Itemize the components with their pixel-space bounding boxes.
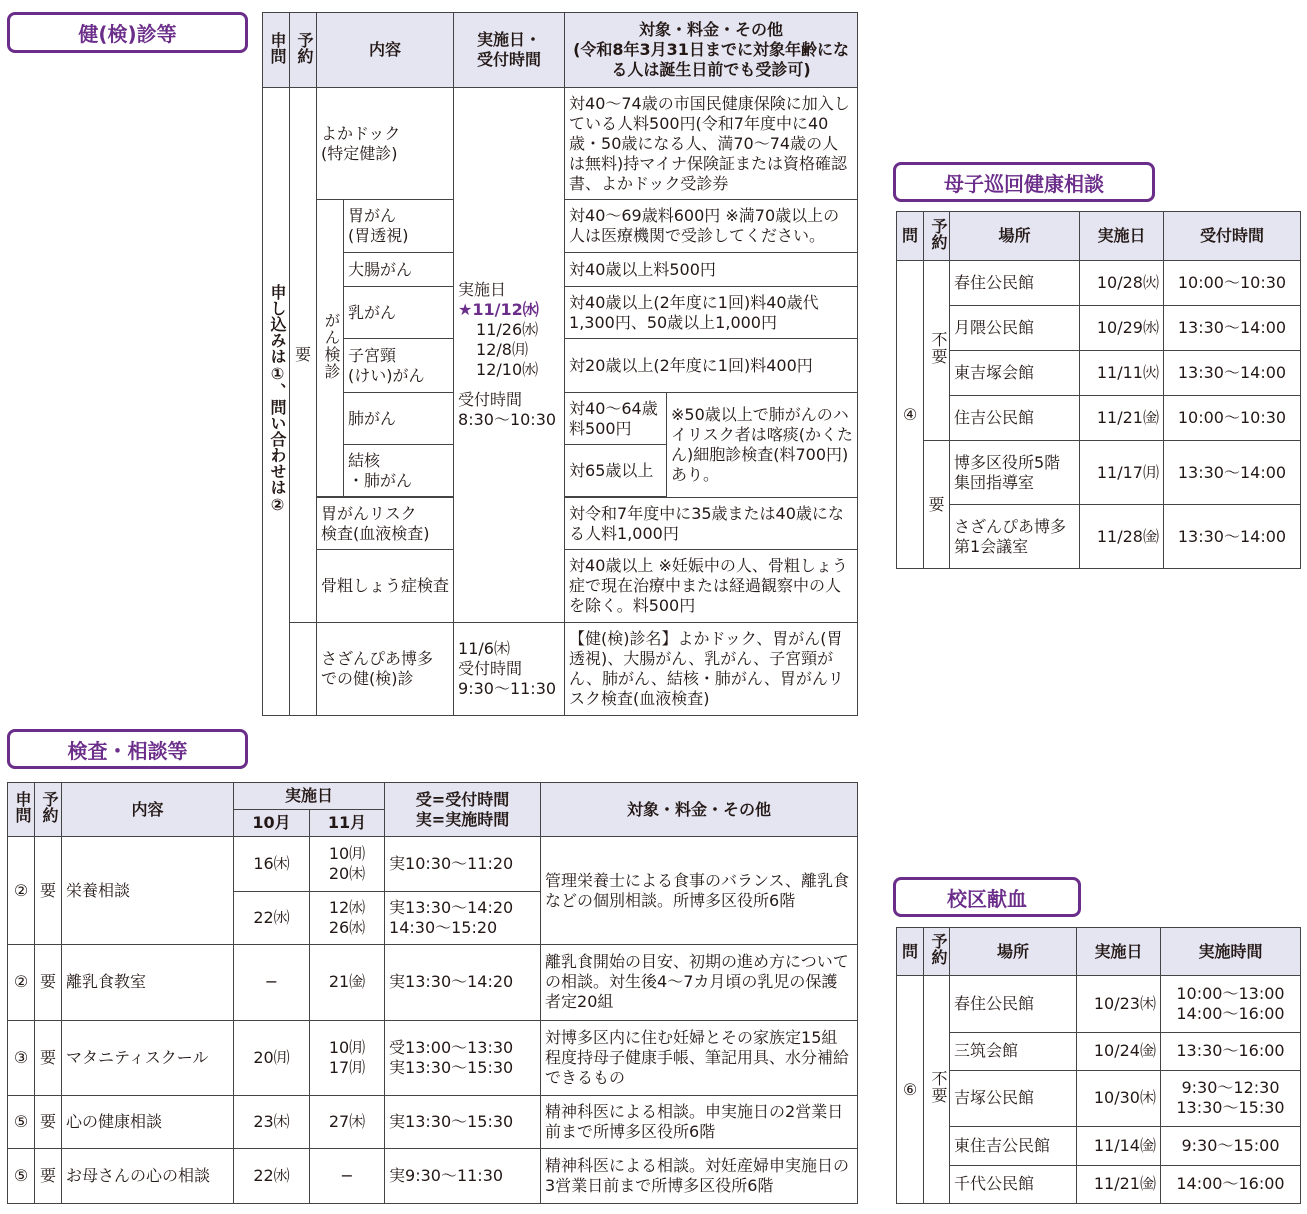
apply-note: 申し込みは①、問い合わせは② [263,88,290,716]
list-item-time: 9:30〜12:30 13:30〜15:30 [1161,1070,1301,1126]
list-item-date: 11/28㈮ [1080,505,1164,569]
cancer-group-label: がん検診 [317,200,344,497]
c-header-reserve: 予約 [35,783,62,837]
tb-target: 対65歳以上 [565,445,667,497]
table-row-res: 要 [35,1148,62,1203]
c-header-oct: 10月 [234,810,310,837]
b-header-place: 場所 [950,928,1077,976]
b-header-reserve: 予約 [924,928,950,976]
table-row-res: 要 [35,1020,62,1095]
c-header-target: 対象・料金・その他 [541,783,858,837]
table-row-target: 離乳食開始の目安、初期の進め方についての相談。対生後4〜7カ月頃の乳児の保護者定20組 [541,945,858,1020]
table-row-no: ⑤ [8,1148,35,1203]
table-row-time: 実13:30〜14:20 [385,945,541,1020]
list-item-date: 10/28㈫ [1080,261,1164,306]
table-row-nov: − [310,1148,385,1203]
table-row-no: ② [8,945,35,1020]
mother-table [896,211,1301,569]
table-row-name: マタニティスクール [62,1020,234,1095]
risk-target: 対令和7年度中に35歳または40歳になる人料1,000円 [565,498,858,550]
date-label: 実施日 [458,280,507,299]
table-row-nov: 10㈪ 20㈭ [310,837,385,892]
table-row-oct: 16㈭ [234,837,310,892]
c-header-apply: 申問 [8,783,35,837]
blood-table [896,927,1301,1204]
list-item-date: 11/17㈪ [1080,441,1164,505]
list-item-time: 10:00〜10:30 [1164,261,1301,306]
yoka-name: よかドック (特定健診) [317,88,454,200]
table-row-nov: 21㈮ [310,945,385,1020]
m-res-group2: 要 [924,441,950,569]
star-date: ★11/12㈬ [458,300,539,319]
table-row-oct: − [234,945,310,1020]
table-row-time: 実13:30〜14:20 14:30〜15:20 [385,892,541,945]
list-item-place: 吉塚公民館 [950,1070,1077,1126]
m-header-ask: 問 [897,212,924,261]
sazan-name: さざんぴあ博多 での健(検)診 [317,623,454,716]
sazan-date: 11/6㈭ 受付時間 9:30〜11:30 [454,623,565,716]
colon-name: 大腸がん [344,253,454,287]
m-ask-value: ④ [897,261,924,569]
table-row-target: 対博多区内に住む妊婦とその家族定15組程度持母子健康手帳、筆記用具、水分補給できるもの [541,1020,858,1095]
risk-name: 胃がんリスク 検査(血液検査) [317,498,454,550]
list-item-date: 10/23㈭ [1077,976,1161,1033]
blood-section-title: 校区献血 [893,877,1081,917]
list-item-date: 10/24㈮ [1077,1033,1161,1070]
other-dates: 11/26㈬ 12/8㈪ 12/10㈬ [476,320,539,379]
table-row-target: 管理栄養士による食事のバランス、離乳食などの個別相談。所博多区役所6階 [541,837,858,945]
table-row-oct: 23㈭ [234,1095,310,1148]
list-item-time: 13:30〜14:00 [1164,441,1301,505]
header-content: 内容 [317,13,454,88]
list-item-date: 11/21㈮ [1077,1165,1161,1203]
c-header-date: 実施日 [234,783,385,810]
m-header-date: 実施日 [1080,212,1164,261]
table-row-no: ② [8,837,35,945]
list-item-place: 千代公民館 [950,1165,1077,1203]
list-item-place: 博多区役所5階 集団指導室 [950,441,1080,505]
b-header-time: 実施時間 [1161,928,1301,976]
sazan-target: 【健(検)診名】よかドック、胃がん(胃透視)、大腸がん、乳がん、子宮頸がん、肺がん、結核・肺がん、胃がんリスク検査(血液検査) [565,623,858,716]
header-target: 対象・料金・その他 (令和8年3月31日までに対象年齢になる人は誕生日前でも受診可) [565,13,858,88]
header-apply: 申問 [263,13,290,88]
m-header-reserve: 予約 [924,212,950,261]
bone-name: 骨粗しょう症検査 [317,550,454,623]
reception-label: 受付時間 [458,390,523,409]
c-header-time: 受=受付時間 実=実施時間 [385,783,541,837]
c-header-content: 内容 [62,783,234,837]
table-row-nov: 10㈪ 17㈪ [310,1020,385,1095]
consult-section-title: 検査・相談等 [7,729,248,769]
c-header-nov: 11月 [310,810,385,837]
cervical-target: 対20歳以上(2年度に1回)料400円 [565,339,858,393]
list-item-time: 14:00〜16:00 [1161,1165,1301,1203]
table-row-name: お母さんの心の相談 [62,1148,234,1203]
date-block [454,88,565,623]
mother-section-title: 母子巡回健康相談 [893,162,1155,202]
list-item-time: 9:30〜15:00 [1161,1126,1301,1165]
list-item-date: 10/29㈬ [1080,306,1164,351]
table-row-oct: 22㈬ [234,1148,310,1203]
b-ask-value: ⑥ [897,976,924,1204]
breast-name: 乳がん [344,287,454,339]
list-item-time: 13:30〜14:00 [1164,306,1301,351]
lung-target: 対40〜64歳 料500円 [565,393,667,445]
tb-name: 結核 ・肺がん [344,445,454,497]
list-item-date: 11/14㈮ [1077,1126,1161,1165]
list-item-place: 東住吉公民館 [950,1126,1077,1165]
checkups-table [262,12,858,716]
list-item-date: 11/21㈮ [1080,396,1164,441]
table-row-time: 受13:00〜13:30 実13:30〜15:30 [385,1020,541,1095]
header-reserve: 予約 [290,13,317,88]
breast-target: 対40歳以上(2年度に1回)料40歳代1,300円、50歳以上1,000円 [565,287,858,339]
list-item-time: 13:30〜14:00 [1164,505,1301,569]
table-row-target: 精神科医による相談。申実施日の2営業日前まで所博多区役所6階 [541,1095,858,1148]
table-row-oct: 20㈪ [234,1020,310,1095]
table-row-nov: 27㈭ [310,1095,385,1148]
list-item-time: 10:00〜13:00 14:00〜16:00 [1161,976,1301,1033]
table-row-target: 精神科医による相談。対妊産婦申実施日の3営業日前まで所博多区役所6階 [541,1148,858,1203]
m-header-place: 場所 [950,212,1080,261]
bone-target: 対40歳以上 ※妊娠中の人、骨粗しょう症で現在治療中または経過観察中の人を除く。料500円 [565,550,858,623]
lung-note: ※50歳以上で肺がんのハイリスク者は喀痰(かくたん)細胞診検査(料700円)あり。 [667,393,858,498]
table-row-name: 心の健康相談 [62,1095,234,1148]
list-item-place: 春住公民館 [950,976,1077,1033]
list-item-place: 東吉塚会館 [950,351,1080,396]
table-row-name: 栄養相談 [62,837,234,945]
table-row-time: 実13:30〜15:30 [385,1095,541,1148]
yoka-target: 対40〜74歳の市国民健康保険に加入している人料500円(令和7年度中に40歳・50歳になる人、満70〜74歳の人は無料)持マイナ保険証または資格確認書、よかドック受診券 [565,88,858,200]
table-row-time: 実9:30〜11:30 [385,1148,541,1203]
b-header-date: 実施日 [1077,928,1161,976]
list-item-place: 春住公民館 [950,261,1080,306]
stomach-target: 対40〜69歳料600円 ※満70歳以上の人は医療機関で受診してください。 [565,200,858,253]
list-item-date: 10/30㈭ [1077,1070,1161,1126]
header-date: 実施日・ 受付時間 [454,13,565,88]
stomach-name: 胃がん (胃透視) [344,200,454,253]
reserve-value: 要 [290,88,317,623]
list-item-place: 住吉公民館 [950,396,1080,441]
lung-name: 肺がん [344,393,454,445]
reception-time: 8:30〜10:30 [458,410,557,429]
list-item-place: 月隈公民館 [950,306,1080,351]
m-res-group1: 不要 [924,261,950,441]
table-row-no: ⑤ [8,1095,35,1148]
colon-target: 対40歳以上料500円 [565,253,858,287]
table-row-time: 実10:30〜11:20 [385,837,541,892]
table-row-oct: 22㈬ [234,892,310,945]
table-row-res: 要 [35,1095,62,1148]
list-item-date: 11/11㈫ [1080,351,1164,396]
list-item-place: 三筑会館 [950,1033,1077,1070]
cervical-name: 子宮頸 (けい)がん [344,339,454,393]
list-item-place: さざんぴあ博多 第1会議室 [950,505,1080,569]
m-header-time: 受付時間 [1164,212,1301,261]
list-item-time: 13:30〜14:00 [1164,351,1301,396]
table-row-res: 要 [35,945,62,1020]
table-row-no: ③ [8,1020,35,1095]
b-header-ask: 問 [897,928,924,976]
table-row-nov: 12㈬ 26㈬ [310,892,385,945]
checkups-section-title: 健(検)診等 [7,12,248,53]
table-row-res: 要 [35,837,62,945]
b-res-value: 不要 [924,976,950,1204]
table-row-name: 離乳食教室 [62,945,234,1020]
list-item-time: 10:00〜10:30 [1164,396,1301,441]
consult-table [7,782,858,1204]
list-item-time: 13:30〜16:00 [1161,1033,1301,1070]
sazan-reserve [290,623,317,716]
